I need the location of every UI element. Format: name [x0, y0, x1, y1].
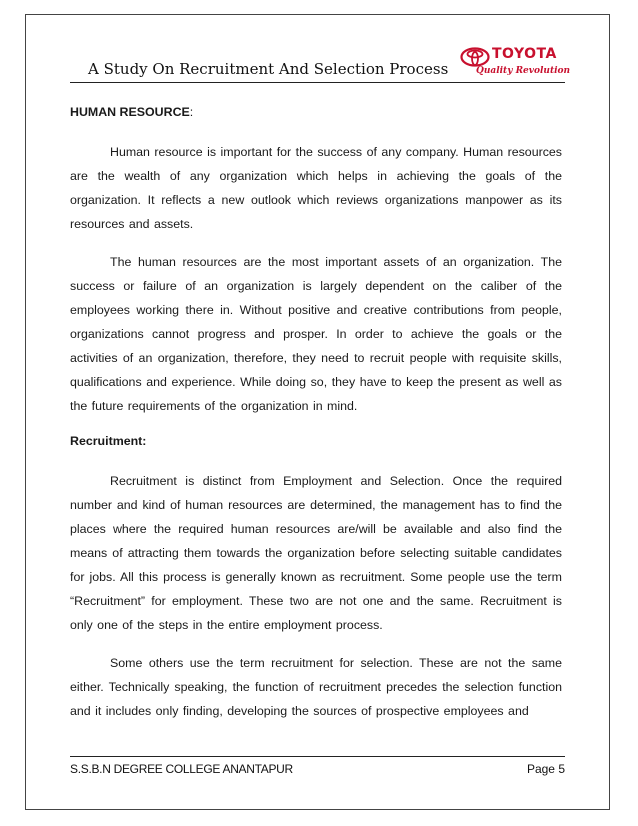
section-heading-recruitment: Recruitment: [70, 434, 147, 448]
document-title: A Study On Recruitment And Selection Process [88, 60, 449, 78]
section-heading-human-resource [70, 103, 562, 121]
footer-divider [70, 756, 565, 757]
page-number: Page 5 [526, 762, 565, 776]
heading-suffix: : [189, 105, 194, 119]
toyota-logo [452, 44, 571, 80]
document-body [70, 103, 562, 737]
footer-college-name: S.S.B.N DEGREE COLLEGE ANANTAPUR [70, 762, 293, 776]
toyota-emblem-icon [460, 47, 490, 67]
heading-text: HUMAN RESOURCE [70, 105, 190, 119]
paragraph: Recruitment is distinct from Employment and Selection. Once the required number and kind of human resources are determined, the management has to find the places where the required human resources are/will be available and also find the means of attracting them towards the organization before selecting suitable candidates for jobs. All this process is generally known as recruitment. Some people use the term “Recruitment” for employment. These two are not one and the same. Recruitment is only one of the steps in the entire employment process. [70, 474, 562, 632]
header-divider [70, 82, 565, 83]
brand-tagline: Quality Revolution [476, 66, 571, 76]
paragraph: Some others use the term recruitment for selection. These are not the same either. Technically speaking, the function of recruitment precedes the selection function and it includes only finding, developing the sources of prospective employees and [70, 656, 562, 718]
brand-name: TOYOTA [492, 46, 557, 62]
paragraph: Human resource is important for the success of any company. Human resources are the wealth of any organization which helps in achieving the goals of the organization. It reflects a new outlook which reviews organizations manpower as its resources and assets. [70, 145, 562, 231]
paragraph: The human resources are the most important assets of an organization. The success or failure of an organization is largely dependent on the caliber of the employees working there in. Without positive and creative contributions from people, organizations cannot progress and prosper. In order to achieve the goals or the activities of an organization, therefore, they need to recruit people with requisite skills, qualifications and experience. While doing so, they have to keep the present as well as the future requirements of the organization in mind. [70, 255, 562, 413]
